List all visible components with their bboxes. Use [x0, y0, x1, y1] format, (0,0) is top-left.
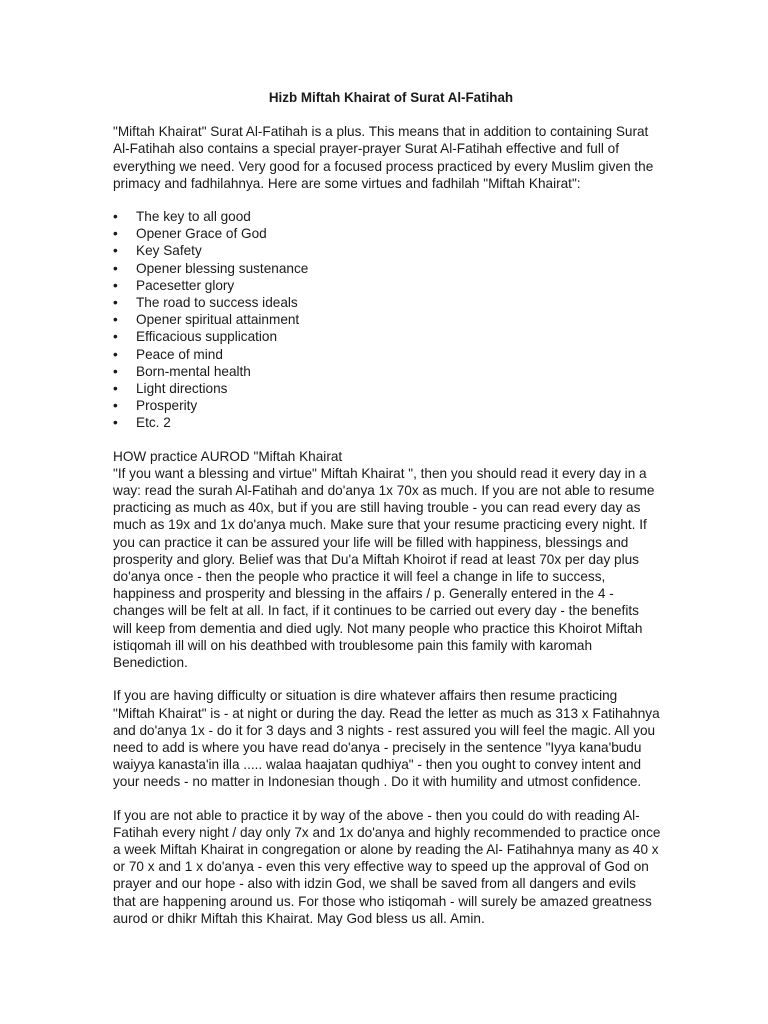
document-page — [113, 89, 661, 943]
list-item — [113, 346, 661, 363]
list-item — [113, 397, 661, 414]
bullet-icon: • — [113, 226, 118, 242]
list-item-text: Born-mental health — [136, 363, 251, 379]
list-item — [113, 260, 661, 277]
list-item — [113, 294, 661, 311]
practice-paragraph-1: "If you want a blessing and virtue" Miftah Khairat ", then you should read it every day in a way: read the surah Al-Fatihah and do'anya 1x 70x as much. If you are not able to resume practicing as much as 40x, but if you are still having trouble - you can read every day as much as 19x and 1x do'anya much. Make sure that your resume practicing every night. If you can practice it can be assured your life will be filled with happiness, blessings and prosperity and glory. Belief was that Du'a Miftah Khoirot if read at least 70x per day plus do'anya once - then the people who practice it will feel a change in life to success, happiness and prosperity and blessing in the affairs / p. Generally entered in the 4 - changes will be felt at all. In fact, if it continues to be carried out every day - the benefits will keep from dementia and died ugly. Not many people who practice this Khoirot Miftah istiqomah ill will on his deathbed with troublesome pain this family with karomah Benediction. — [113, 465, 655, 671]
list-item — [113, 208, 661, 225]
list-item-text: Key Safety — [136, 243, 202, 259]
list-item-text: Opener spiritual attainment — [136, 312, 300, 328]
list-item-text: Opener Grace of God — [136, 226, 267, 242]
list-item — [113, 363, 661, 380]
list-item — [113, 277, 661, 294]
bullet-icon: • — [113, 363, 118, 379]
list-item-text: Etc. 2 — [136, 415, 171, 431]
bullet-icon: • — [113, 312, 118, 328]
list-item-text: Efficacious supplication — [136, 329, 278, 345]
practice-paragraph-3: If you are not able to practice it by way of the above - then you could do with reading Al-Fatihah every night / day only 7x and 1x do'anya and highly recommended to practice once a week Miftah Khairat in congregation or alone by reading the Al- Fatihahnya many as 40 x or 70 x and 1 x do'anya - even this very effective way to speed up the approval of God on prayer and our hope - also with idzin God, we shall be saved from all dangers and evils that are happening around us. For those who istiqomah - will surely be amazed greatness aurod or dhikr Miftah this Khairat. May God bless us all. Amin. — [113, 807, 661, 926]
list-item-text: Opener blessing sustenance — [136, 260, 309, 276]
practice-heading: HOW practice AUROD "Miftah Khairat — [113, 448, 343, 464]
bullet-icon: • — [113, 209, 118, 225]
bullet-icon: • — [113, 329, 118, 345]
list-item — [113, 242, 661, 259]
list-item-text: Peace of mind — [136, 346, 223, 362]
list-item — [113, 380, 661, 397]
bullet-icon: • — [113, 415, 118, 431]
bullet-icon: • — [113, 295, 118, 311]
bullet-icon: • — [113, 398, 118, 414]
intro-paragraph: "Miftah Khairat" Surat Al-Fatihah is a plus. This means that in addition to containing Surat Al-Fatihah also contains a special prayer-prayer Surat Al-Fatihah effective and full of everything we need. Very good for a focused process practiced by every Muslim given the primacy and fadhilahnya. Here are some virtues and fadhilah "Miftah Khairat": — [113, 124, 654, 191]
list-item — [113, 414, 661, 431]
list-item — [113, 225, 661, 242]
bullet-icon: • — [113, 243, 118, 259]
document-title: Hizb Miftah Khairat of Surat Al-Fatihah — [268, 90, 514, 105]
list-item-text: The key to all good — [136, 209, 251, 225]
virtues-list — [113, 208, 661, 432]
practice-paragraph-2: If you are having difficulty or situation is dire whatever affairs then resume practicing "Miftah Khairat" is - at night or during the day. Read the letter as much as 313 x Fatihahnya and do'anya 1x - do it for 3 days and 3 nights - rest assured you will feel the magic. All you need to add is where you have read do'anya - precisely in the sentence "Iyya kana'budu waiyya kanasta'in illa ..... walaa haajatan qudhiya" - then you ought to convey intent and your needs - no matter in Indonesian though . Do it with humility and utmost confidence. — [113, 688, 660, 790]
list-item-text: The road to success ideals — [136, 295, 298, 311]
list-item-text: Light directions — [136, 381, 228, 397]
bullet-icon: • — [113, 346, 118, 362]
list-item — [113, 328, 661, 345]
list-item — [113, 311, 661, 328]
list-item-text: Prosperity — [136, 398, 198, 414]
bullet-icon: • — [113, 381, 118, 397]
bullet-icon: • — [113, 260, 118, 276]
list-item-text: Pacesetter glory — [136, 277, 235, 293]
bullet-icon: • — [113, 277, 118, 293]
